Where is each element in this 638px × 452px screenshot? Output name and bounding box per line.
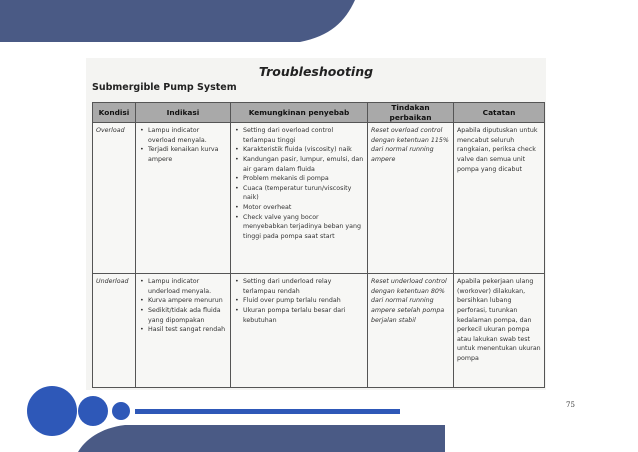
list-item: • Lampu indicator underload menyala. [148, 277, 227, 296]
page-number: 75 [566, 401, 575, 409]
cell-kondisi: Overload [93, 123, 136, 274]
list-item: • Hasil test sangat rendah [148, 325, 227, 335]
list-item: • Fluid over pump terlalu rendah [243, 296, 364, 306]
list-item: • Lampu indicator overload menyala. [148, 126, 227, 145]
list-item: • Cuaca (temperatur turun/viscosity naik) [243, 184, 364, 203]
cell-kondisi: Underload [93, 274, 136, 388]
list-item: • Sedikit/tidak ada fluida yang dipompakan [148, 306, 227, 325]
large-dot [27, 386, 77, 436]
header-indikasi: Indikasi [136, 103, 231, 123]
cell-tindakan: Reset overload control dengan ketentuan 115% dari normal running ampere [368, 123, 454, 274]
list-item: • Kurva ampere menurun [148, 296, 227, 306]
cell-tindakan: Reset underload control dengan ketentuan 80% dari normal running ampere setelah pompa berjalan stabil [368, 274, 454, 388]
document-title: Troubleshooting [258, 64, 374, 79]
list-item: • Terjadi kenaikan kurva ampere [148, 145, 227, 164]
document-subtitle: Submergible Pump System [92, 82, 237, 93]
header-kondisi: Kondisi [93, 103, 136, 123]
list-item: • Problem mekanis di pompa [243, 174, 364, 184]
list-item: • Kandungan pasir, lumpur, emulsi, dan air garam dalam fluida [243, 155, 364, 174]
header-catatan: Catatan [454, 103, 545, 123]
list-item: • Setting dari underload relay terlampau rendah [243, 277, 364, 296]
list-item: • Motor overheat [243, 203, 364, 213]
cell-catatan: Apabila diputuskan untuk mencabut seluruh rangkaian, periksa check valve dan semua unit pompa yang dicabut [454, 123, 545, 274]
list-item: • Ukuran pompa terlalu besar dari kebutuhan [243, 306, 364, 325]
medium-dot [78, 396, 108, 426]
small-dot [112, 402, 130, 420]
header-penyebab: Kemungkinan penyebab [231, 103, 368, 123]
divider-line [135, 409, 400, 414]
header-tindakan: Tindakan perbaikan [368, 103, 454, 123]
cell-catatan: Apabila pekerjaan ulang (workover) dilakukan, bersihkan lubang perforasi, turunkan kedalaman pompa, dan perkecil ukuran pompa atau lakukan swab test untuk menentukan ukuran pompa [454, 274, 545, 388]
list-item: • Check valve yang bocor menyebabkan terjadinya beban yang tinggi pada pompa saat start [243, 213, 364, 242]
list-item: • Setting dari overload control terlampau tinggi [243, 126, 364, 145]
list-item: • Karakteristik fluida (viscosity) naik [243, 145, 364, 155]
